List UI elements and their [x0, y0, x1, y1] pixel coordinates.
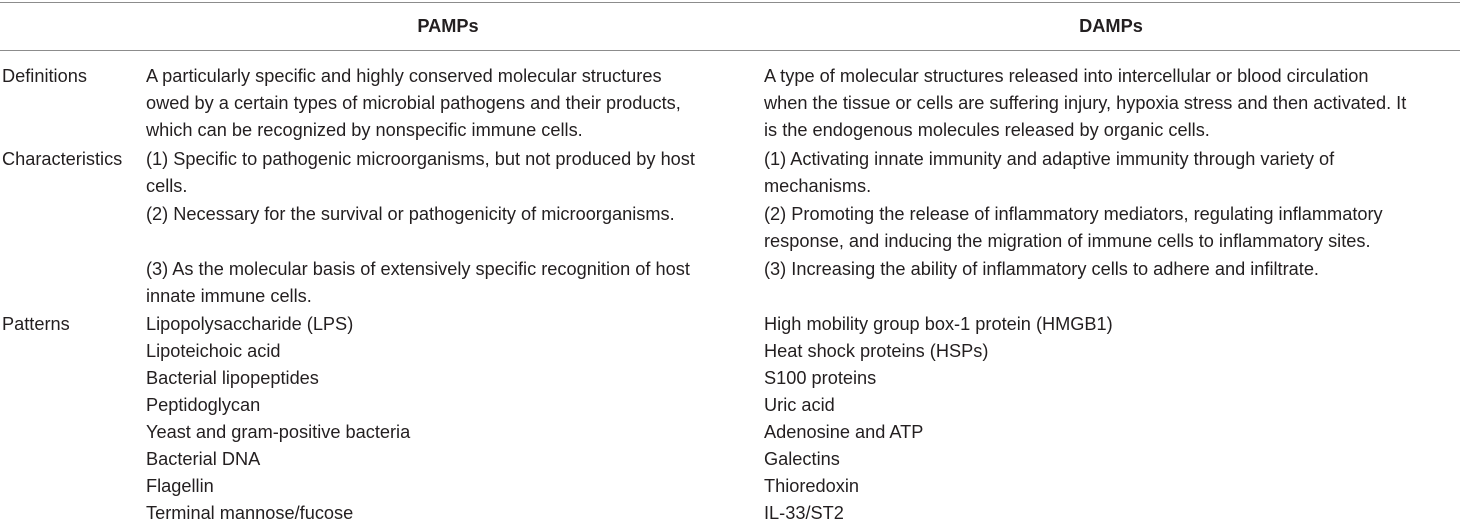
list-item: Galectins: [764, 449, 840, 469]
text-line: (3) As the molecular basis of extensively specific recognition of host: [146, 259, 690, 279]
text-line: (1) Specific to pathogenic microorganisms, but not produced by host: [146, 149, 695, 169]
row-label-characteristics: Characteristics: [2, 149, 123, 169]
list-item: High mobility group box-1 protein (HMGB1): [764, 314, 1113, 334]
list-item: Heat shock proteins (HSPs): [764, 341, 989, 361]
text-line: response, and inducing the migration of immune cells to inflammatory sites.: [764, 231, 1371, 251]
text-line: (2) Necessary for the survival or pathogenicity of microorganisms.: [146, 204, 675, 224]
row-label-patterns: Patterns: [2, 314, 70, 334]
characteristic-damps-2: [764, 201, 1458, 255]
list-item: Terminal mannose/fucose: [146, 503, 354, 523]
list-item: Flagellin: [146, 476, 214, 496]
characteristic-damps-1: [764, 146, 1458, 200]
row-label-definitions: Definitions: [2, 66, 87, 86]
list-item: Peptidoglycan: [146, 395, 261, 415]
list-item: Adenosine and ATP: [764, 422, 924, 442]
patterns-pamps-list: [146, 311, 750, 527]
text-line: innate immune cells.: [146, 286, 312, 306]
patterns-damps-list: [764, 311, 1458, 527]
list-item: Lipopolysaccharide (LPS): [146, 314, 354, 334]
text-line: when the tissue or cells are suffering injury, hypoxia stress and then activated. It: [764, 93, 1407, 113]
list-item: Uric acid: [764, 395, 835, 415]
list-item: IL-33/ST2: [764, 503, 844, 523]
text-line: A type of molecular structures released into intercellular or blood circulation: [764, 66, 1369, 86]
list-item: Bacterial DNA: [146, 449, 261, 469]
list-item: Lipoteichoic acid: [146, 341, 281, 361]
text-line: which can be recognized by nonspecific immune cells.: [146, 120, 583, 140]
text-line: is the endogenous molecules released by organic cells.: [764, 120, 1210, 140]
text-line: A particularly specific and highly conserved molecular structures: [146, 66, 662, 86]
table-top-rule: [0, 2, 1460, 3]
text-line: cells.: [146, 176, 188, 196]
list-item: Yeast and gram-positive bacteria: [146, 422, 411, 442]
list-item: S100 proteins: [764, 368, 877, 388]
characteristic-pamps-3: [146, 256, 750, 310]
characteristic-pamps-1: [146, 146, 750, 200]
header-rule: [0, 50, 1460, 51]
definitions-pamps: [146, 63, 750, 144]
definitions-damps: [764, 63, 1458, 144]
text-line: (1) Activating innate immunity and adaptive immunity through variety of: [764, 149, 1335, 169]
header-damps: DAMPs: [1079, 16, 1143, 36]
text-line: mechanisms.: [764, 176, 872, 196]
text-line: owed by a certain types of microbial pathogens and their products,: [146, 93, 681, 113]
list-item: Bacterial lipopeptides: [146, 368, 319, 388]
characteristic-pamps-2: [146, 201, 750, 228]
characteristic-damps-3: [764, 256, 1458, 283]
text-line: (2) Promoting the release of inflammatory mediators, regulating inflammatory: [764, 204, 1383, 224]
list-item: Thioredoxin: [764, 476, 860, 496]
text-line: (3) Increasing the ability of inflammatory cells to adhere and infiltrate.: [764, 259, 1319, 279]
header-pamps: PAMPs: [417, 16, 479, 36]
